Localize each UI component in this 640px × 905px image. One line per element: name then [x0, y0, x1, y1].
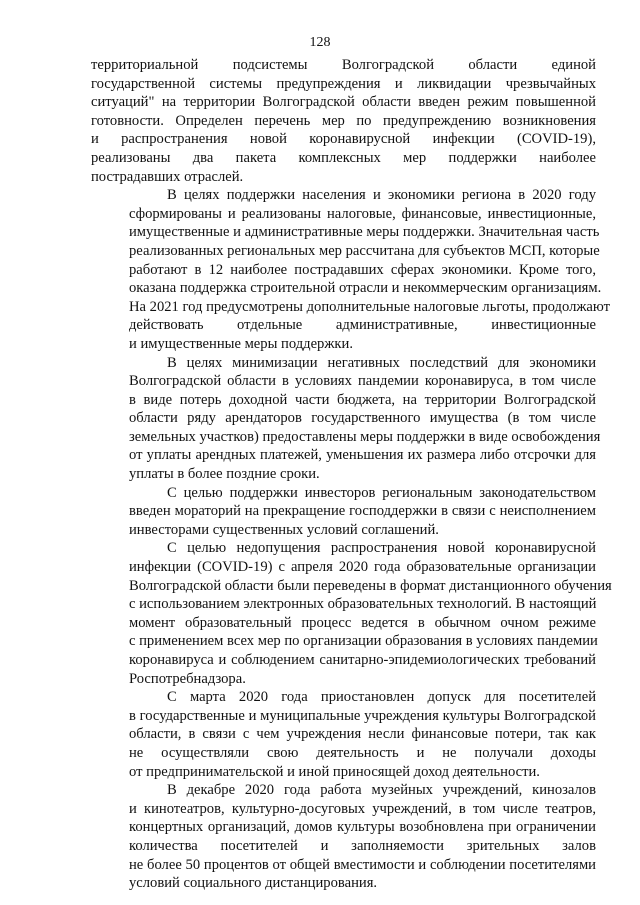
text-line: готовности. Определен перечень мер по предупреждению возникновения: [91, 112, 596, 129]
text-line: пострадавших отраслей.: [91, 168, 244, 185]
text-line: Волгоградской области в условиях пандемии коронавируса, в том числе: [129, 373, 596, 390]
text-line: государственной системы предупреждения и ликвидации чрезвычайных: [91, 75, 596, 92]
text-line: работают в 12 наиболее пострадавших сферах экономики. Кроме того,: [129, 261, 596, 278]
text-line: и кинотеатров, культурно-досуговых учреждений, в том числе театров,: [129, 800, 596, 817]
text-line: не более 50 процентов от общей вместимости и соблюдении посетителями: [129, 856, 596, 873]
text-line: коронавируса и соблюдением санитарно-эпидемиологических требований: [129, 652, 596, 668]
text-line: Волгоградской области были переведены в формат дистанционного обучения: [129, 577, 612, 594]
paragraph-5: [91, 539, 612, 688]
text-line: момент образовательный процесс ведется в обычном очном режиме: [129, 614, 596, 631]
paragraph-2: [91, 186, 610, 353]
text-line: сформированы и реализованы налоговые, финансовые, инвестиционные,: [129, 205, 596, 222]
text-line: условий социального дистанцирования.: [129, 875, 378, 892]
text-line: В целях минимизации негативных последствий для экономики: [167, 354, 596, 371]
text-line: от предпринимательской и иной приносящей доход деятельности.: [129, 763, 540, 780]
text-line: уплаты в более поздние сроки.: [129, 466, 320, 483]
text-line: от уплаты арендных платежей, уменьшения их размера либо отсрочки для: [129, 447, 596, 464]
text-line: В целях поддержки населения и экономики региона в 2020 году: [167, 187, 596, 204]
text-line: инвесторами существенных условий соглашений.: [129, 521, 439, 538]
text-line: территориальной подсистемы Волгоградской области единой: [91, 57, 596, 73]
text-line: концертных организаций, домов культуры возобновлена при ограничении: [129, 819, 596, 836]
text-line: действовать отдельные административные, инвестиционные: [129, 317, 596, 334]
paragraph-1: [91, 56, 596, 186]
text-line: реализованных региональных мер рассчитана для субъектов МСП, которые: [129, 242, 600, 259]
text-line: На 2021 год предусмотрены дополнительные налоговые льготы, продолжают: [129, 298, 610, 315]
text-line: с использованием электронных образовательных технологий. В настоящий: [129, 596, 597, 613]
text-line: в виде потерь доходной части бюджета, на территории Волгоградской: [129, 391, 596, 408]
paragraph-4: [91, 484, 596, 540]
text-line: С марта 2020 года приостановлен допуск для посетителей: [167, 689, 596, 706]
document-body: [91, 56, 612, 893]
paragraph-6: [91, 688, 596, 781]
paragraph-3: [91, 354, 601, 484]
text-line: и распространения новой коронавирусной инфекции (COVID-19),: [91, 131, 596, 148]
paragraph-7: [91, 781, 596, 893]
text-line: в государственные и муниципальные учреждения культуры Волгоградской: [129, 707, 596, 724]
text-line: не осуществляли свою деятельность и не получали доходы: [129, 744, 596, 761]
text-line: введен мораторий на прекращение господдержки в связи с неисполнением: [129, 503, 596, 520]
text-line: С целью поддержки инвесторов региональным законодательством: [167, 484, 596, 501]
text-line: и имущественные меры поддержки.: [129, 335, 353, 352]
text-line: Роспотребнадзора.: [129, 670, 246, 687]
text-line: земельных участков) предоставлены меры поддержки в виде освобождения: [129, 428, 601, 445]
text-line: имущественные и административные меры поддержки. Значительная часть: [129, 224, 600, 241]
text-line: реализованы два пакета комплексных мер поддержки наиболее: [91, 149, 596, 166]
page-number: 128: [309, 35, 331, 50]
text-line: оказана поддержка строительной отрасли и некоммерческим организациям.: [129, 280, 602, 297]
text-line: С целью недопущения распространения новой коронавирусной: [167, 540, 596, 557]
text-line: ситуаций" на территории Волгоградской области введен режим повышенной: [91, 94, 596, 111]
text-line: количества посетителей и заполняемости зрительных залов: [129, 837, 596, 854]
text-line: инфекции (COVID-19) с апреля 2020 года образовательные организации: [129, 559, 596, 576]
text-line: области ряду арендаторов государственного имущества (в том числе: [129, 410, 596, 427]
text-line: В декабре 2020 года работа музейных учреждений, кинозалов: [167, 782, 596, 799]
text-line: с применением всех мер по организации образования в условиях пандемии: [129, 633, 598, 650]
text-line: области, в связи с чем учреждения несли финансовые потери, так как: [129, 726, 596, 743]
